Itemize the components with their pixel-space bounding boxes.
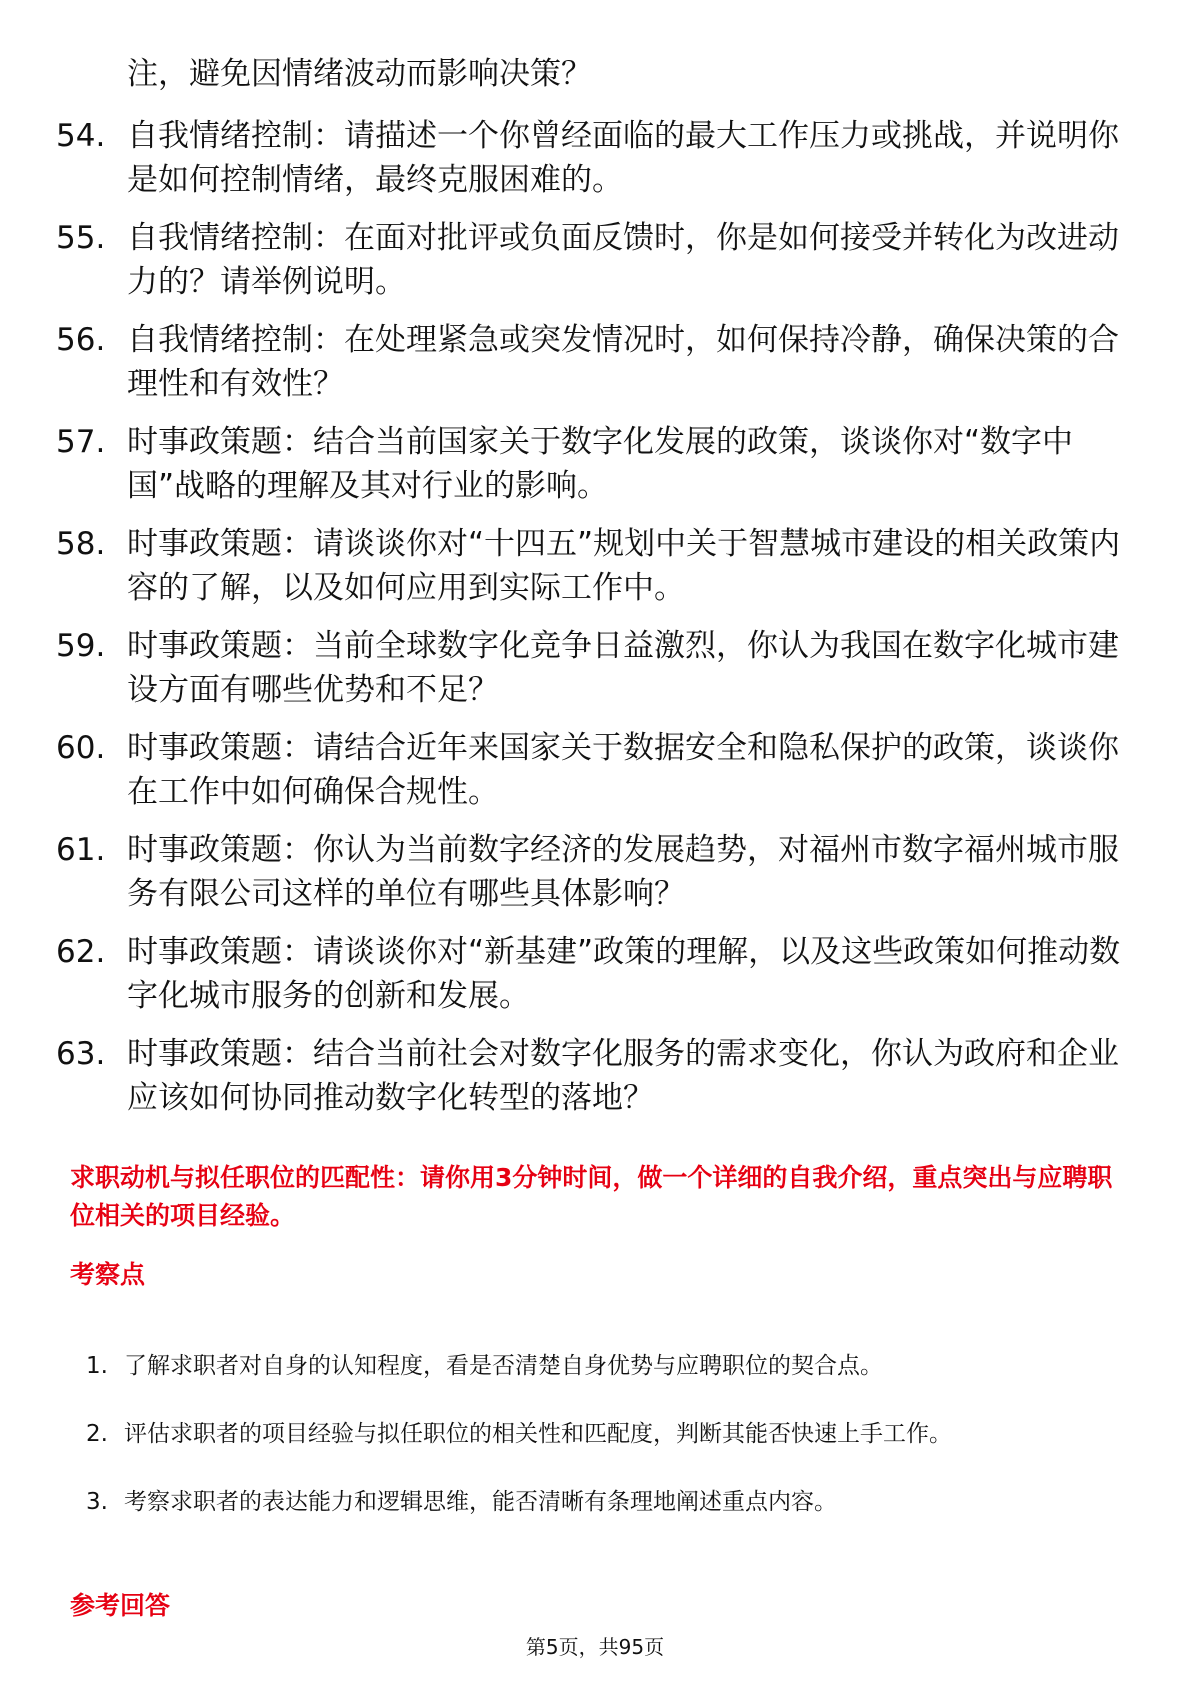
page-footer: 第5页，共95页 [525, 1635, 665, 1659]
answer-heading: 参考回答 [70, 1591, 171, 1620]
question-text: 自我情绪控制：在处理紧急或突发情况时，如何保持冷静，确保决策的合理性和有效性？ [127, 322, 1119, 402]
continued-question-text: 注，避免因情绪波动而影响决策？ [127, 56, 592, 92]
question-number: 59. [56, 628, 106, 664]
focus-point-number: 1. [86, 1353, 108, 1379]
question-item [56, 1032, 1136, 1120]
question-item [56, 114, 1136, 202]
question-number: 60. [56, 730, 106, 766]
question-item [56, 828, 1136, 916]
question-number: 62. [56, 934, 106, 970]
question-text: 时事政策题：请结合近年来国家关于数据安全和隐私保护的政策，谈谈你在工作中如何确保合规性。 [127, 730, 1119, 810]
question-number: 57. [56, 424, 106, 460]
question-text: 时事政策题：你认为当前数字经济的发展趋势，对福州市数字福州城市服务有限公司这样的单位有哪些具体影响？ [127, 832, 1119, 912]
focus-point [86, 1400, 1126, 1468]
focus-point-number: 3. [86, 1489, 108, 1515]
question-number: 54. [56, 118, 106, 154]
focus-point-text: 了解求职者对自身的认知程度，看是否清楚自身优势与应聘职位的契合点。 [124, 1353, 883, 1379]
question-item [56, 930, 1136, 1018]
question-number: 63. [56, 1036, 106, 1072]
question-item [56, 420, 1136, 508]
question-text: 时事政策题：请谈谈你对“新基建”政策的理解，以及这些政策如何推动数字化城市服务的创新和发展。 [127, 934, 1121, 1014]
question-number: 58. [56, 526, 106, 562]
question-text: 时事政策题：结合当前社会对数字化服务的需求变化，你认为政府和企业应该如何协同推动数字化转型的落地？ [127, 1036, 1119, 1116]
question-text: 自我情绪控制：在面对批评或负面反馈时，你是如何接受并转化为改进动力的？请举例说明。 [127, 220, 1119, 300]
question-number: 55. [56, 220, 106, 256]
focus-point [86, 1332, 1126, 1400]
question-item [56, 216, 1136, 304]
question-number: 56. [56, 322, 106, 358]
question-list [56, 114, 1136, 1134]
question-text: 自我情绪控制：请描述一个你曾经面临的最大工作压力或挑战，并说明你是如何控制情绪，最终克服困难的。 [127, 118, 1119, 198]
question-item [56, 624, 1136, 712]
question-text: 时事政策题：结合当前国家关于数字化发展的政策，谈谈你对“数字中国”战略的理解及其对行业的影响。 [127, 424, 1074, 504]
question-number: 61. [56, 832, 106, 868]
question-text: 时事政策题：请谈谈你对“十四五”规划中关于智慧城市建设的相关政策内容的了解，以及如何应用到实际工作中。 [127, 526, 1121, 606]
question-item [56, 318, 1136, 406]
focus-point [86, 1468, 1126, 1536]
focus-point-list [86, 1332, 1126, 1536]
focus-point-number: 2. [86, 1421, 108, 1447]
question-item [56, 726, 1136, 814]
focus-point-text: 评估求职者的项目经验与拟任职位的相关性和匹配度，判断其能否快速上手工作。 [124, 1421, 952, 1447]
question-text: 时事政策题：当前全球数字化竞争日益激烈，你认为我国在数字化城市建设方面有哪些优势和不足？ [127, 628, 1119, 708]
focus-heading: 考察点 [70, 1260, 146, 1289]
question-item [56, 522, 1136, 610]
featured-question: 求职动机与拟任职位的匹配性：请你用3分钟时间，做一个详细的自我介绍，重点突出与应聘职位相关的项目经验。 [70, 1163, 1113, 1230]
focus-point-text: 考察求职者的表达能力和逻辑思维，能否清晰有条理地阐述重点内容。 [124, 1489, 837, 1515]
